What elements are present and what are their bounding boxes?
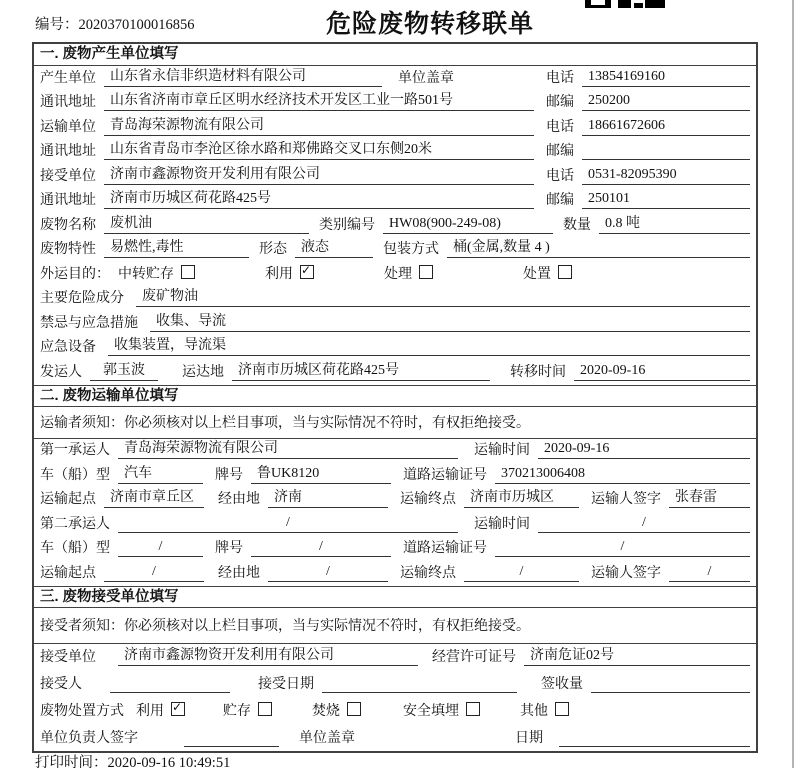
- print-time: [35, 751, 230, 768]
- checkbox-label: 利用: [265, 266, 293, 282]
- field-value: 济南市历城区: [464, 486, 579, 508]
- qr-block: [585, 0, 611, 8]
- field-value: 收集、导流: [150, 310, 750, 332]
- checkbox-box: [258, 702, 272, 716]
- field-label: 应急设备: [40, 340, 96, 355]
- field-value: 山东省济南市章丘区明水经济技术开发区工业一路501号: [104, 89, 534, 111]
- notice-text: 接受者须知：你必须核对以上栏目事项，当与实际情况不符时，有权拒绝接受。: [40, 619, 530, 634]
- field-value: 废机油: [104, 212, 309, 234]
- form-row: [34, 488, 756, 513]
- form-row: [34, 463, 756, 488]
- field-label: 道路运输证号: [403, 467, 487, 483]
- doc-number: [35, 13, 195, 34]
- form-row: [34, 91, 756, 116]
- field-value: 郭玉波: [90, 359, 158, 381]
- form-row: [34, 66, 756, 91]
- checkbox-box: [347, 702, 361, 716]
- field-label: 接受人: [40, 677, 82, 692]
- field-value: [559, 745, 750, 747]
- field-label: 运输时间: [474, 443, 530, 458]
- notice-row: [34, 608, 756, 644]
- field-label: 运输终点: [400, 565, 456, 581]
- field-label: 第一承运人: [40, 443, 110, 458]
- field-value: 济南市章丘区: [104, 486, 204, 508]
- field-label: 电话: [546, 119, 574, 135]
- form-row: [34, 140, 756, 165]
- field-label: 日期: [515, 730, 543, 746]
- section-header: 一. 废物产生单位填写: [34, 44, 756, 66]
- field-value: 废矿物油: [136, 285, 750, 307]
- qr-code-fragment-icon: [585, 0, 665, 8]
- field-value: [184, 745, 279, 747]
- checkbox-box: [466, 702, 480, 716]
- checkbox-box: [171, 702, 185, 716]
- field-text: 单位盖章: [398, 70, 454, 86]
- field-label: 牌号: [215, 467, 243, 483]
- field-label: 道路运输证号: [403, 541, 487, 556]
- field-value: 汽车: [118, 462, 203, 484]
- field-label: 运输人签字: [591, 492, 661, 507]
- field-value: 济南市鑫源物资开发利用有限公司: [104, 163, 534, 185]
- field-value: 山东省永信非织造材料有限公司: [104, 65, 382, 87]
- checkbox-label: 安全填埋: [403, 703, 459, 719]
- field-label: 牌号: [215, 541, 243, 556]
- checkbox-group: [523, 263, 572, 283]
- checkbox-group: [223, 700, 272, 720]
- checkbox-label: 中转贮存: [118, 266, 174, 282]
- form-row: [34, 561, 756, 586]
- field-value: 2020-09-16: [574, 363, 750, 381]
- form-row: [34, 213, 756, 238]
- field-label: 电话: [546, 168, 574, 184]
- checkbox-group: [265, 263, 314, 283]
- section: [34, 385, 756, 586]
- form-row: [34, 311, 756, 336]
- field-label: 车（船）型: [40, 541, 110, 556]
- checkbox-box: [558, 265, 572, 279]
- print-time-label: 打印时间：: [35, 755, 108, 768]
- field-label: 运输终点: [400, 492, 456, 507]
- field-value: 易燃性,毒性: [104, 236, 249, 258]
- form-row: [34, 537, 756, 562]
- form-row: [34, 189, 756, 214]
- form-row: [34, 670, 756, 697]
- field-value: /: [495, 539, 750, 557]
- qr-block: [618, 0, 631, 8]
- field-value: 济南市历城区荷花路425号: [232, 359, 490, 381]
- field-value: 18661672606: [582, 118, 750, 136]
- checkbox-label: 利用: [136, 703, 164, 719]
- form-row: [34, 439, 756, 464]
- form-row: [34, 262, 756, 287]
- field-label: 车（船）型: [40, 467, 110, 483]
- doc-number-label: 编号：: [35, 17, 79, 33]
- field-label: 单位负责人签字: [40, 730, 138, 746]
- field-label: 通讯地址: [40, 144, 96, 159]
- field-value: 2020-09-16: [538, 441, 750, 459]
- field-value: [110, 691, 230, 693]
- checkbox-group: [312, 700, 361, 720]
- field-label: 邮编: [546, 193, 574, 208]
- manifest-table: [32, 42, 758, 753]
- field-value: 250101: [582, 191, 750, 209]
- field-label: 形态: [259, 242, 287, 257]
- checkbox-label: 焚烧: [312, 703, 340, 719]
- field-value: 收集装置，导流渠: [108, 334, 750, 356]
- section: [34, 44, 756, 385]
- field-value: 0.8 吨: [599, 212, 750, 234]
- field-value: [322, 691, 517, 693]
- field-label: 废物特性: [40, 242, 96, 257]
- notice-text: 运输者须知：你必须核对以上栏目事项，当与实际情况不符时，有权拒绝接受。: [40, 416, 530, 431]
- form-row: [34, 287, 756, 312]
- checkbox-box: [419, 265, 433, 279]
- checkbox-group: [520, 700, 569, 720]
- field-value: [591, 691, 750, 693]
- field-label: 通讯地址: [40, 95, 96, 110]
- field-label: 运达地: [182, 364, 224, 380]
- checkbox-group: [384, 263, 433, 283]
- checkbox-box: [300, 265, 314, 279]
- field-label: 电话: [546, 70, 574, 86]
- field-value: 济南市历城区荷花路425号: [104, 187, 534, 209]
- field-label: 外运目的：: [40, 266, 110, 282]
- field-label: 经由地: [218, 492, 260, 507]
- doc-number-value: 2020370100016856: [78, 17, 195, 33]
- field-value: /: [538, 515, 750, 533]
- page-title: 危险废物转移联单: [325, 10, 535, 38]
- field-value: /: [268, 564, 388, 582]
- field-value: 桶(金属,数量 4 ): [447, 236, 750, 258]
- form-row: [34, 697, 756, 724]
- field-text: 单位盖章: [299, 730, 355, 746]
- field-value: 济南市鑫源物资开发利用有限公司: [118, 644, 418, 666]
- field-label: 发运人: [40, 364, 82, 380]
- checkbox-group: [403, 700, 480, 720]
- field-value: 山东省青岛市李沧区徐水路和郑佛路交叉口东侧20米: [104, 138, 534, 160]
- form-row: [34, 724, 756, 751]
- field-value: /: [464, 564, 579, 582]
- field-value: 济南: [268, 486, 388, 508]
- qr-block: [645, 0, 665, 8]
- checkbox-box: [555, 702, 569, 716]
- section-header: 二. 废物运输单位填写: [34, 385, 756, 407]
- field-value: [582, 158, 750, 160]
- page-edge-line: [792, 0, 794, 768]
- field-value: 250200: [582, 93, 750, 111]
- field-label: 邮编: [546, 144, 574, 159]
- field-label: 类别编号: [319, 217, 375, 233]
- form-row: [34, 164, 756, 189]
- qr-block: [634, 3, 643, 8]
- field-value: 13854169160: [582, 69, 750, 87]
- check-mark: ✓: [172, 700, 183, 715]
- field-label: 转移时间: [510, 364, 566, 380]
- checkbox-label: 处理: [384, 266, 412, 282]
- checkbox-group: [118, 263, 195, 283]
- print-time-value: 2020-09-16 10:49:51: [107, 755, 231, 768]
- field-value: /: [118, 539, 203, 557]
- field-value: 青岛海荣源物流有限公司: [104, 114, 534, 136]
- form-row: [34, 644, 756, 671]
- field-label: 通讯地址: [40, 193, 96, 208]
- field-label: 运输时间: [474, 516, 530, 532]
- checkbox-box: [181, 265, 195, 279]
- field-label: 禁忌与应急措施: [40, 315, 138, 331]
- form-row: [34, 336, 756, 361]
- field-label: 运输单位: [40, 119, 96, 135]
- form-row: [34, 360, 756, 385]
- field-label: 第二承运人: [40, 516, 110, 532]
- checkbox-label: 处置: [523, 266, 551, 282]
- form-row: [34, 512, 756, 537]
- form-row: [34, 238, 756, 263]
- form-row: [34, 115, 756, 140]
- field-value: /: [118, 515, 458, 533]
- field-label: 经由地: [218, 565, 260, 581]
- check-mark: ✓: [301, 263, 312, 277]
- section: [34, 586, 756, 751]
- field-label: 运输起点: [40, 492, 96, 507]
- field-value: 液态: [295, 236, 373, 258]
- field-value: /: [669, 564, 750, 582]
- field-label: 运输起点: [40, 565, 96, 581]
- field-label: 接受单位: [40, 168, 96, 184]
- field-value: 张春雷: [669, 486, 750, 508]
- field-value: 济南危证02号: [524, 644, 750, 666]
- field-label: 主要危险成分: [40, 291, 124, 306]
- section-header: 三. 废物接受单位填写: [34, 586, 756, 608]
- field-value: /: [104, 564, 204, 582]
- notice-row: [34, 407, 756, 439]
- field-label: 邮编: [546, 95, 574, 110]
- field-label: 废物名称: [40, 217, 96, 233]
- field-value: 鲁UK8120: [251, 462, 391, 484]
- field-label: 签收量: [541, 677, 583, 692]
- field-label: 经营许可证号: [432, 650, 516, 666]
- checkbox-label: 其他: [520, 703, 548, 719]
- field-label: 包装方式: [383, 242, 439, 257]
- field-label: 产生单位: [40, 70, 96, 86]
- field-value: HW08(900-249-08): [383, 216, 553, 234]
- field-label: 数量: [563, 217, 591, 233]
- field-value: 0531-82095390: [582, 167, 750, 185]
- field-value: 青岛海荣源物流有限公司: [118, 437, 458, 459]
- field-label: 接受日期: [258, 677, 314, 692]
- checkbox-label: 贮存: [223, 703, 251, 719]
- field-label: 废物处置方式: [40, 703, 124, 719]
- field-value: /: [251, 539, 391, 557]
- field-label: 运输人签字: [591, 565, 661, 581]
- field-value: 370213006408: [495, 466, 750, 484]
- checkbox-group: [136, 700, 185, 720]
- field-label: 接受单位: [40, 650, 96, 666]
